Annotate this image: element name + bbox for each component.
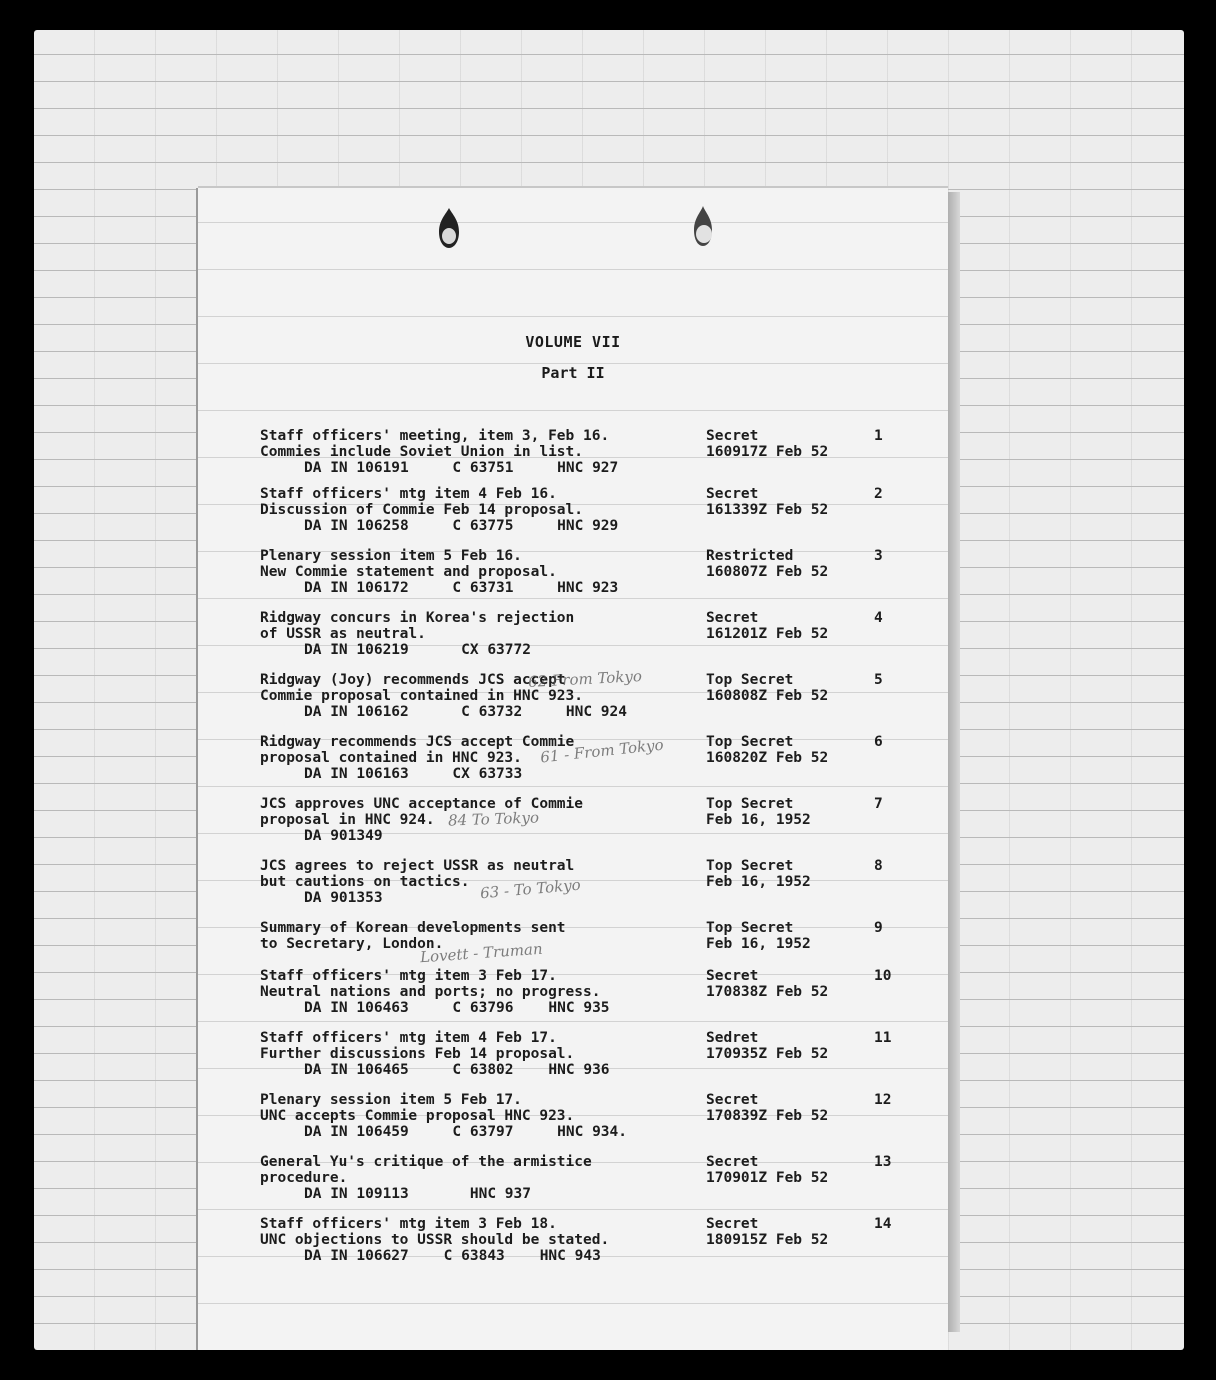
entry-classification: Restricted bbox=[706, 548, 794, 564]
entry-number: 2 bbox=[874, 486, 883, 502]
entry-number: 14 bbox=[874, 1216, 892, 1232]
list-item bbox=[198, 1154, 948, 1214]
entry-classification: Top Secret bbox=[706, 858, 794, 874]
entry-classification: Secret bbox=[706, 1154, 759, 1170]
list-item bbox=[198, 548, 948, 608]
list-item bbox=[198, 428, 948, 488]
entry-datetime: Feb 16, 1952 bbox=[706, 812, 811, 828]
entry-reference: DA IN 106163 CX 63733 bbox=[304, 766, 523, 782]
entry-classification: Secret bbox=[706, 968, 759, 984]
entry-title: JCS approves UNC acceptance of Commie bbox=[260, 796, 584, 812]
entry-classification: Top Secret bbox=[706, 734, 794, 750]
handwritten-annotation: 61 - From Tokyo bbox=[539, 735, 665, 767]
volume-title: VOLUME VII bbox=[525, 333, 621, 351]
sheet-edge-shadow bbox=[946, 192, 960, 1332]
entry-datetime: 170838Z Feb 52 bbox=[706, 984, 829, 1000]
entry-classification: Secret bbox=[706, 1092, 759, 1108]
handwritten-annotation: Lovett - Truman bbox=[419, 939, 544, 967]
entry-title: Summary of Korean developments sent bbox=[260, 920, 566, 936]
entry-description: Commies include Soviet Union in list. bbox=[260, 444, 584, 460]
entry-classification: Top Secret bbox=[706, 796, 794, 812]
entry-description: UNC objections to USSR should be stated. bbox=[260, 1232, 610, 1248]
entry-description: Discussion of Commie Feb 14 proposal. bbox=[260, 502, 584, 518]
entry-datetime: 160820Z Feb 52 bbox=[706, 750, 829, 766]
list-item bbox=[198, 734, 948, 794]
entry-datetime: 170901Z Feb 52 bbox=[706, 1170, 829, 1186]
entry-title: Plenary session item 5 Feb 17. bbox=[260, 1092, 522, 1108]
list-item bbox=[198, 667, 948, 732]
list-item bbox=[198, 1030, 948, 1090]
entry-title: JCS agrees to reject USSR as neutral bbox=[260, 858, 575, 874]
entry-datetime: 161201Z Feb 52 bbox=[706, 626, 829, 642]
entry-title: Staff officers' mtg item 4 Feb 16. bbox=[260, 486, 557, 502]
entry-number: 1 bbox=[874, 428, 883, 444]
entry-datetime: 180915Z Feb 52 bbox=[706, 1232, 829, 1248]
entry-title: Plenary session item 5 Feb 16. bbox=[260, 548, 522, 564]
entry-number: 3 bbox=[874, 548, 883, 564]
entry-title: Ridgway recommends JCS accept Commie bbox=[260, 734, 575, 750]
part-title: Part II bbox=[541, 364, 605, 382]
entry-datetime: 160917Z Feb 52 bbox=[706, 444, 829, 460]
entry-title: Ridgway (Joy) recommends JCS accept bbox=[260, 672, 566, 688]
entry-reference: DA IN 106219 CX 63772 bbox=[304, 642, 531, 658]
entry-description: Commie proposal contained in HNC 923. bbox=[260, 688, 584, 704]
entry-reference: DA 901353 bbox=[304, 890, 383, 906]
entry-title: General Yu's critique of the armistice bbox=[260, 1154, 592, 1170]
entry-title: Staff officers' mtg item 3 Feb 18. bbox=[260, 1216, 557, 1232]
entry-number: 13 bbox=[874, 1154, 892, 1170]
entry-reference: DA IN 106627 C 63843 HNC 943 bbox=[304, 1248, 601, 1264]
entry-description: proposal contained in HNC 923. bbox=[260, 750, 522, 766]
entry-description: to Secretary, London. bbox=[260, 936, 444, 952]
list-item bbox=[198, 796, 948, 856]
entry-datetime: 160807Z Feb 52 bbox=[706, 564, 829, 580]
punch-hole-icon bbox=[434, 206, 464, 250]
entry-number: 9 bbox=[874, 920, 883, 936]
punch-hole-icon bbox=[688, 204, 718, 248]
entry-datetime: 170935Z Feb 52 bbox=[706, 1046, 829, 1062]
entry-reference: DA IN 106459 C 63797 HNC 934. bbox=[304, 1124, 628, 1140]
entry-description: UNC accepts Commie proposal HNC 923. bbox=[260, 1108, 575, 1124]
entry-reference: DA IN 106463 C 63796 HNC 935 bbox=[304, 1000, 610, 1016]
entry-classification: Sedret bbox=[706, 1030, 759, 1046]
entry-number: 7 bbox=[874, 796, 883, 812]
entry-datetime: Feb 16, 1952 bbox=[706, 936, 811, 952]
entry-number: 4 bbox=[874, 610, 883, 626]
entry-number: 12 bbox=[874, 1092, 892, 1108]
entry-classification: Secret bbox=[706, 486, 759, 502]
list-item bbox=[198, 968, 948, 1028]
list-item bbox=[198, 486, 948, 546]
entry-number: 6 bbox=[874, 734, 883, 750]
entry-description: but cautions on tactics. bbox=[260, 874, 470, 890]
entry-number: 11 bbox=[874, 1030, 892, 1046]
entry-datetime: Feb 16, 1952 bbox=[706, 874, 811, 890]
list-item bbox=[198, 858, 948, 918]
entry-classification: Top Secret bbox=[706, 920, 794, 936]
entry-number: 8 bbox=[874, 858, 883, 874]
entry-datetime: 160808Z Feb 52 bbox=[706, 688, 829, 704]
document-page bbox=[198, 188, 948, 1350]
entry-description: Further discussions Feb 14 proposal. bbox=[260, 1046, 575, 1062]
handwritten-annotation: 84 To Tokyo bbox=[447, 808, 540, 830]
entry-datetime: 170839Z Feb 52 bbox=[706, 1108, 829, 1124]
entry-number: 5 bbox=[874, 672, 883, 688]
handwritten-annotation: 62 From Tokyo bbox=[527, 667, 643, 691]
entry-classification: Secret bbox=[706, 610, 759, 626]
entry-reference: DA IN 106258 C 63775 HNC 929 bbox=[304, 518, 619, 534]
handwritten-annotation: 63 - To Tokyo bbox=[479, 875, 582, 903]
entry-reference: DA IN 106162 C 63732 HNC 924 bbox=[304, 704, 628, 720]
list-item bbox=[198, 1092, 948, 1152]
entry-description: proposal in HNC 924. bbox=[260, 812, 435, 828]
entry-title: Ridgway concurs in Korea's rejection bbox=[260, 610, 575, 626]
list-item bbox=[198, 1216, 948, 1276]
entry-reference: DA IN 106172 C 63731 HNC 923 bbox=[304, 580, 619, 596]
entry-classification: Secret bbox=[706, 1216, 759, 1232]
entry-number: 10 bbox=[874, 968, 892, 984]
entry-classification: Secret bbox=[706, 428, 759, 444]
entry-description: procedure. bbox=[260, 1170, 348, 1186]
entry-classification: Top Secret bbox=[706, 672, 794, 688]
entry-description: New Commie statement and proposal. bbox=[260, 564, 557, 580]
entry-reference: DA IN 106465 C 63802 HNC 936 bbox=[304, 1062, 610, 1078]
entry-reference: DA 901349 bbox=[304, 828, 383, 844]
entry-reference: DA IN 109113 HNC 937 bbox=[304, 1186, 531, 1202]
list-item bbox=[198, 610, 948, 670]
entry-title: Staff officers' meeting, item 3, Feb 16. bbox=[260, 428, 610, 444]
entry-title: Staff officers' mtg item 4 Feb 17. bbox=[260, 1030, 557, 1046]
entry-datetime: 161339Z Feb 52 bbox=[706, 502, 829, 518]
entry-description: Neutral nations and ports; no progress. bbox=[260, 984, 601, 1000]
entry-description: of USSR as neutral. bbox=[260, 626, 426, 642]
entry-title: Staff officers' mtg item 3 Feb 17. bbox=[260, 968, 557, 984]
entry-reference: DA IN 106191 C 63751 HNC 927 bbox=[304, 460, 619, 476]
